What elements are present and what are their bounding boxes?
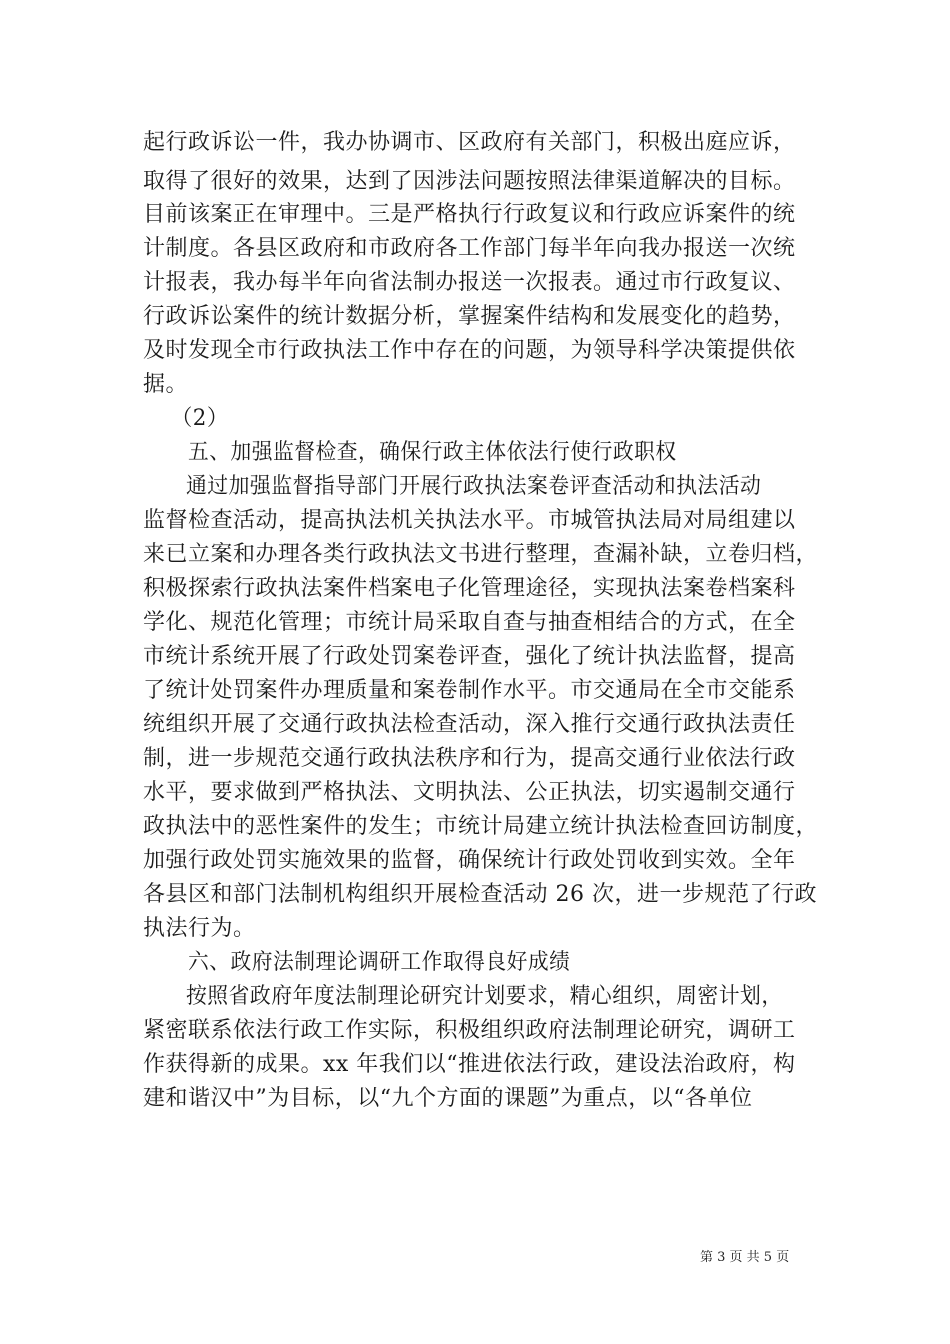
text-line-29: 建和谐汉中”为目标，以“九个方面的课题”为重点，以“各单位: [143, 1086, 753, 1111]
item-marker: （2）: [171, 406, 229, 431]
text-line-13: 来已立案和办理各类行政执法文书进行整理，查漏补缺，立卷归档，: [143, 542, 819, 567]
text-line-20: 水平，要求做到严格执法、文明执法、公正执法，切实遏制交通行: [143, 780, 796, 805]
text-line-6: 行政诉讼案件的统计数据分析，掌握案件结构和发展变化的趋势，: [143, 304, 796, 329]
text-line-21: 政执法中的恶性案件的发生；市统计局建立统计执法检查回访制度，: [143, 814, 819, 839]
text-line-22: 加强行政处罚实施效果的监督，确保统计行政处罚收到实效。全年: [143, 848, 796, 873]
text-line-19: 制，进一步规范交通行政执法秩序和行为，提高交通行业依法行政: [143, 746, 796, 771]
text-line-24: 执法行为。: [143, 916, 256, 941]
text-line-17: 了统计处罚案件办理质量和案卷制作水平。市交通局在全市交能系: [143, 678, 796, 703]
text-line-26: 按照省政府年度法制理论研究计划要求，精心组织，周密计划，: [186, 984, 783, 1009]
text-line-23: 各县区和部门法制机构组织开展检查活动 26 次，进一步规范了行政: [143, 882, 817, 907]
text-line-3: 目前该案正在审理中。三是严格执行行政复议和行政应诉案件的统: [143, 202, 796, 227]
text-line-2: 取得了很好的效果，达到了因涉法问题按照法律渠道解决的目标。: [143, 169, 796, 194]
text-line-4: 计制度。各县区政府和市政府各工作部门每半年向我办报送一次统: [143, 236, 796, 261]
text-line-1: 起行政诉讼一件，我办协调市、区政府有关部门，积极出庭应诉，: [143, 130, 796, 155]
section-heading-6: 六、政府法制理论调研工作取得良好成绩: [188, 950, 571, 975]
text-line-27: 紧密联系依法行政工作实际，积极组织政府法制理论研究，调研工: [143, 1018, 796, 1043]
text-line-12: 监督检查活动，提高执法机关执法水平。市城管执法局对局组建以: [143, 508, 796, 533]
text-line-7: 及时发现全市行政执法工作中存在的问题，为领导科学决策提供依: [143, 338, 796, 363]
page-number: 第 3 页 共 5 页: [700, 1250, 790, 1265]
text-line-8: 据。: [143, 372, 189, 397]
text-line-5: 计报表，我办每半年向省法制办报送一次报表。通过市行政复议、: [143, 270, 796, 295]
text-line-18: 统组织开展了交通行政执法检查活动，深入推行交通行政执法责任: [143, 712, 796, 737]
text-line-14: 积极探索行政执法案件档案电子化管理途径，实现执法案卷档案科: [143, 576, 796, 601]
text-line-28: 作获得新的成果。xx 年我们以“推进依法行政，建设法治政府，构: [143, 1052, 796, 1077]
text-line-15: 学化、规范化管理；市统计局采取自查与抽查相结合的方式，在全: [143, 610, 796, 635]
section-heading-5: 五、加强监督检查，确保行政主体依法行使行政职权: [188, 440, 677, 465]
text-line-16: 市统计系统开展了行政处罚案卷评查，强化了统计执法监督，提高: [143, 644, 796, 669]
text-line-11: 通过加强监督指导部门开展行政执法案卷评查活动和执法活动: [186, 474, 762, 499]
